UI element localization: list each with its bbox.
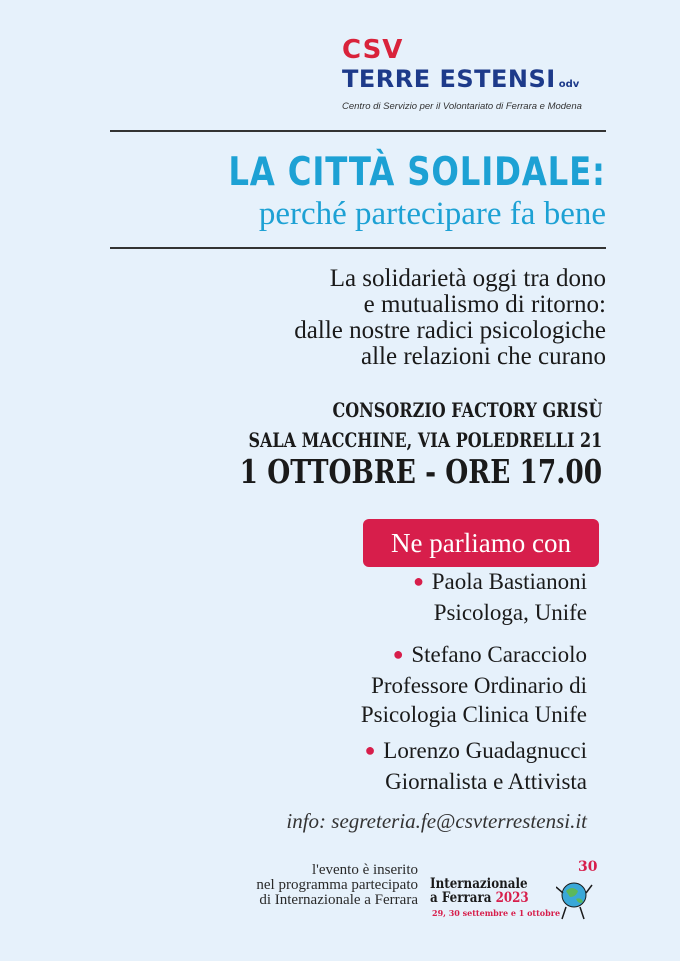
globe-figure-icon: [556, 857, 602, 923]
bullet-icon: ●: [392, 644, 404, 664]
speaker-name: Lorenzo Guadagnucci: [383, 738, 587, 763]
festival-line2: a Ferrara: [430, 890, 492, 906]
festival-badge-number: 30: [578, 859, 598, 875]
event-note: [256, 863, 418, 908]
logo-odv: odv: [558, 79, 580, 90]
internazionale-logo: [430, 855, 602, 925]
speaker-role: Professore Ordinario di: [371, 673, 587, 698]
festival-year: 2023: [495, 890, 529, 906]
speaker-item: [413, 567, 587, 627]
logo-name-line: [342, 64, 602, 100]
speaker-name: Paola Bastianoni: [431, 569, 587, 594]
bullet-icon: ●: [413, 571, 425, 591]
event-datetime: 1 OTTOBRE - ORE 17.00: [239, 452, 602, 491]
top-divider: [110, 130, 606, 132]
intro-line: e mutualismo di ritorno:: [363, 291, 606, 318]
speaker-role: Psicologia Clinica Unife: [360, 702, 587, 727]
intro-line: dalle nostre radici psicologiche: [294, 317, 606, 344]
festival-line1: Internazionale: [430, 876, 528, 892]
intro-line: alle relazioni che curano: [361, 343, 606, 370]
speaker-role: Psicologa, Unife: [433, 600, 587, 625]
bullet-icon: ●: [364, 740, 376, 760]
venue-address: SALA MACCHINE, VIA POLEDRELLI 21: [248, 428, 602, 452]
event-note-line: di Internazionale a Ferrara: [259, 892, 418, 908]
speakers-heading-badge: [363, 519, 599, 567]
venue-name: CONSORZIO FACTORY GRISÙ: [332, 398, 602, 422]
speaker-name: Stefano Caracciolo: [411, 642, 587, 667]
event-note-line: l'evento è inserito: [311, 862, 418, 878]
csv-logo: [342, 36, 602, 112]
logo-tagline: Centro di Servizio per il Volontariato di Ferrara e Modena: [342, 101, 582, 112]
speaker-role: Giornalista e Attivista: [385, 769, 587, 794]
event-subtitle: perché partecipare fa bene: [258, 196, 606, 232]
intro-line: La solidarietà oggi tra dono: [329, 265, 606, 292]
logo-csv-text: CSV: [342, 35, 404, 65]
logo-name: TERRE ESTENSI: [342, 65, 556, 93]
info-email: info: segreteria.fe@csvterrestensi.it: [286, 809, 587, 833]
speaker-item: [361, 640, 587, 729]
speaker-item: [365, 736, 587, 796]
festival-name: [430, 877, 529, 905]
speakers-heading: Ne parliamo con: [391, 527, 571, 558]
intro-text: [294, 266, 606, 370]
festival-dates: 29, 30 settembre e 1 ottobre: [432, 908, 561, 918]
bottom-divider: [110, 247, 606, 249]
event-title: LA CITTÀ SOLIDALE:: [228, 150, 606, 195]
event-note-line: nel programma partecipato: [256, 877, 418, 893]
